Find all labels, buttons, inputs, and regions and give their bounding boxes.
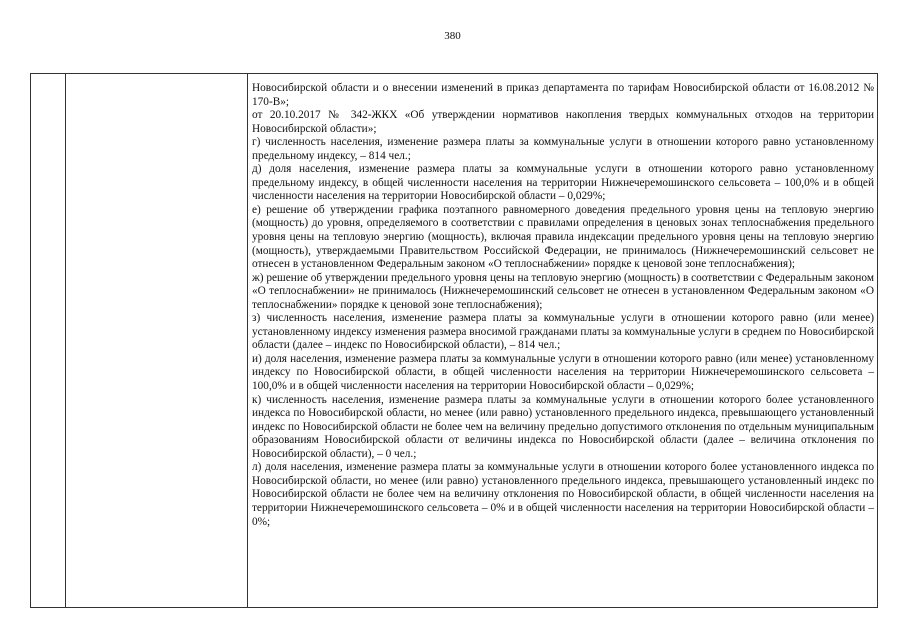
paragraph: е) решение об утверждении графика поэтапного равномерного доведения предельного уровня цены на тепловую энергию (мощность) до уровня, определяемого в соответствии с правилами определения в ценовых зонах теплоснабжения предельного уровня цены на тепловую энергию (мощность), включая правила индексации предельного уровня цены на тепловую энергию (мощность), утверждаемыми Правительством Российской Федерации, не принималось (Нижнечеремошинский сельсовет не отнесен в установленном Федеральным законом «О теплоснабжении» порядке к ценовой зоне теплоснабжения); — [252, 203, 874, 271]
paragraph: Новосибирской области и о внесении изменений в приказ департамента по тарифам Новосибирской области от 16.08.2012 № 170-В»; — [252, 82, 874, 108]
paragraph: г) численность населения, изменение размера платы за коммунальные услуги в отношении которого равно установленному предельному индексу, – 814 чел.; — [252, 136, 874, 162]
page-number: 380 — [444, 30, 461, 42]
paragraph: от 20.10.2017 № 342-ЖКХ «Об утверждении нормативов накопления твердых коммунальных отходов на территории Новосибирской области»; — [252, 109, 874, 135]
paragraph: ж) решение об утверждении предельного уровня цены на тепловую энергию (мощность) в соответствии с Федеральным законом «О теплоснабжении» не принималось (Нижнечеремошинский сельсовет не отнесен в установленном Федеральным законом «О теплоснабжении» порядке к ценовой зоне теплоснабжения); — [252, 271, 874, 311]
column-divider — [247, 74, 248, 607]
paragraph: д) доля населения, изменение размера платы за коммунальные услуги в отношении которого равно установленному предельному индексу, в общей численности населения на территории Нижнечеремошинского сельсовета – 100,0% и в общей численности населения на территории Новосибирской области – 0,029%; — [252, 163, 874, 203]
paragraph: и) доля населения, изменение размера платы за коммунальные услуги в отношении которого равно (или менее) установленному индексу по Новосибирской области, в общей численности населения на территории Нижнечеремошинского сельсовета – 100,0% и в общей численности населения на территории Новосибирской области – 0,029%; — [252, 352, 874, 393]
paragraph: л) доля населения, изменение размера платы за коммунальные услуги в отношении которого более установленного индекса по Новосибирской области, но менее (или равно) установленного предельного индекса, превышающего установленный индекс по Новосибирской области не более чем на величину отклонения по Новосибирской области, в общей численности населения на территории Нижнечеремошинского сельсовета – 0% и в общей численности населения на территории Новосибирской области – 0%; — [252, 461, 874, 528]
document-table — [30, 73, 878, 608]
paragraph: з) численность населения, изменение размера платы за коммунальные услуги в отношении которого равно (или менее) установленному индексу изменения размера вносимой гражданами платы за коммунальные услуги в среднем по Новосибирской области (далее – индекс по Новосибирской области), – 814 чел.; — [252, 312, 874, 352]
table-cell-text — [252, 82, 874, 529]
column-divider — [65, 74, 66, 607]
paragraph: к) численность населения, изменение размера платы за коммунальные услуги в отношении которого более установленного индекса по Новосибирской области, но менее (или равно) установленного предельного индекса, превышающего установленный индекс по Новосибирской области не более чем на величину предельно допустимого отклонения по отдельным муниципальным образованиям Новосибирской области от величины индекса по Новосибирской области (далее – величина отклонения по Новосибирской области), – 0 чел.; — [252, 393, 874, 460]
